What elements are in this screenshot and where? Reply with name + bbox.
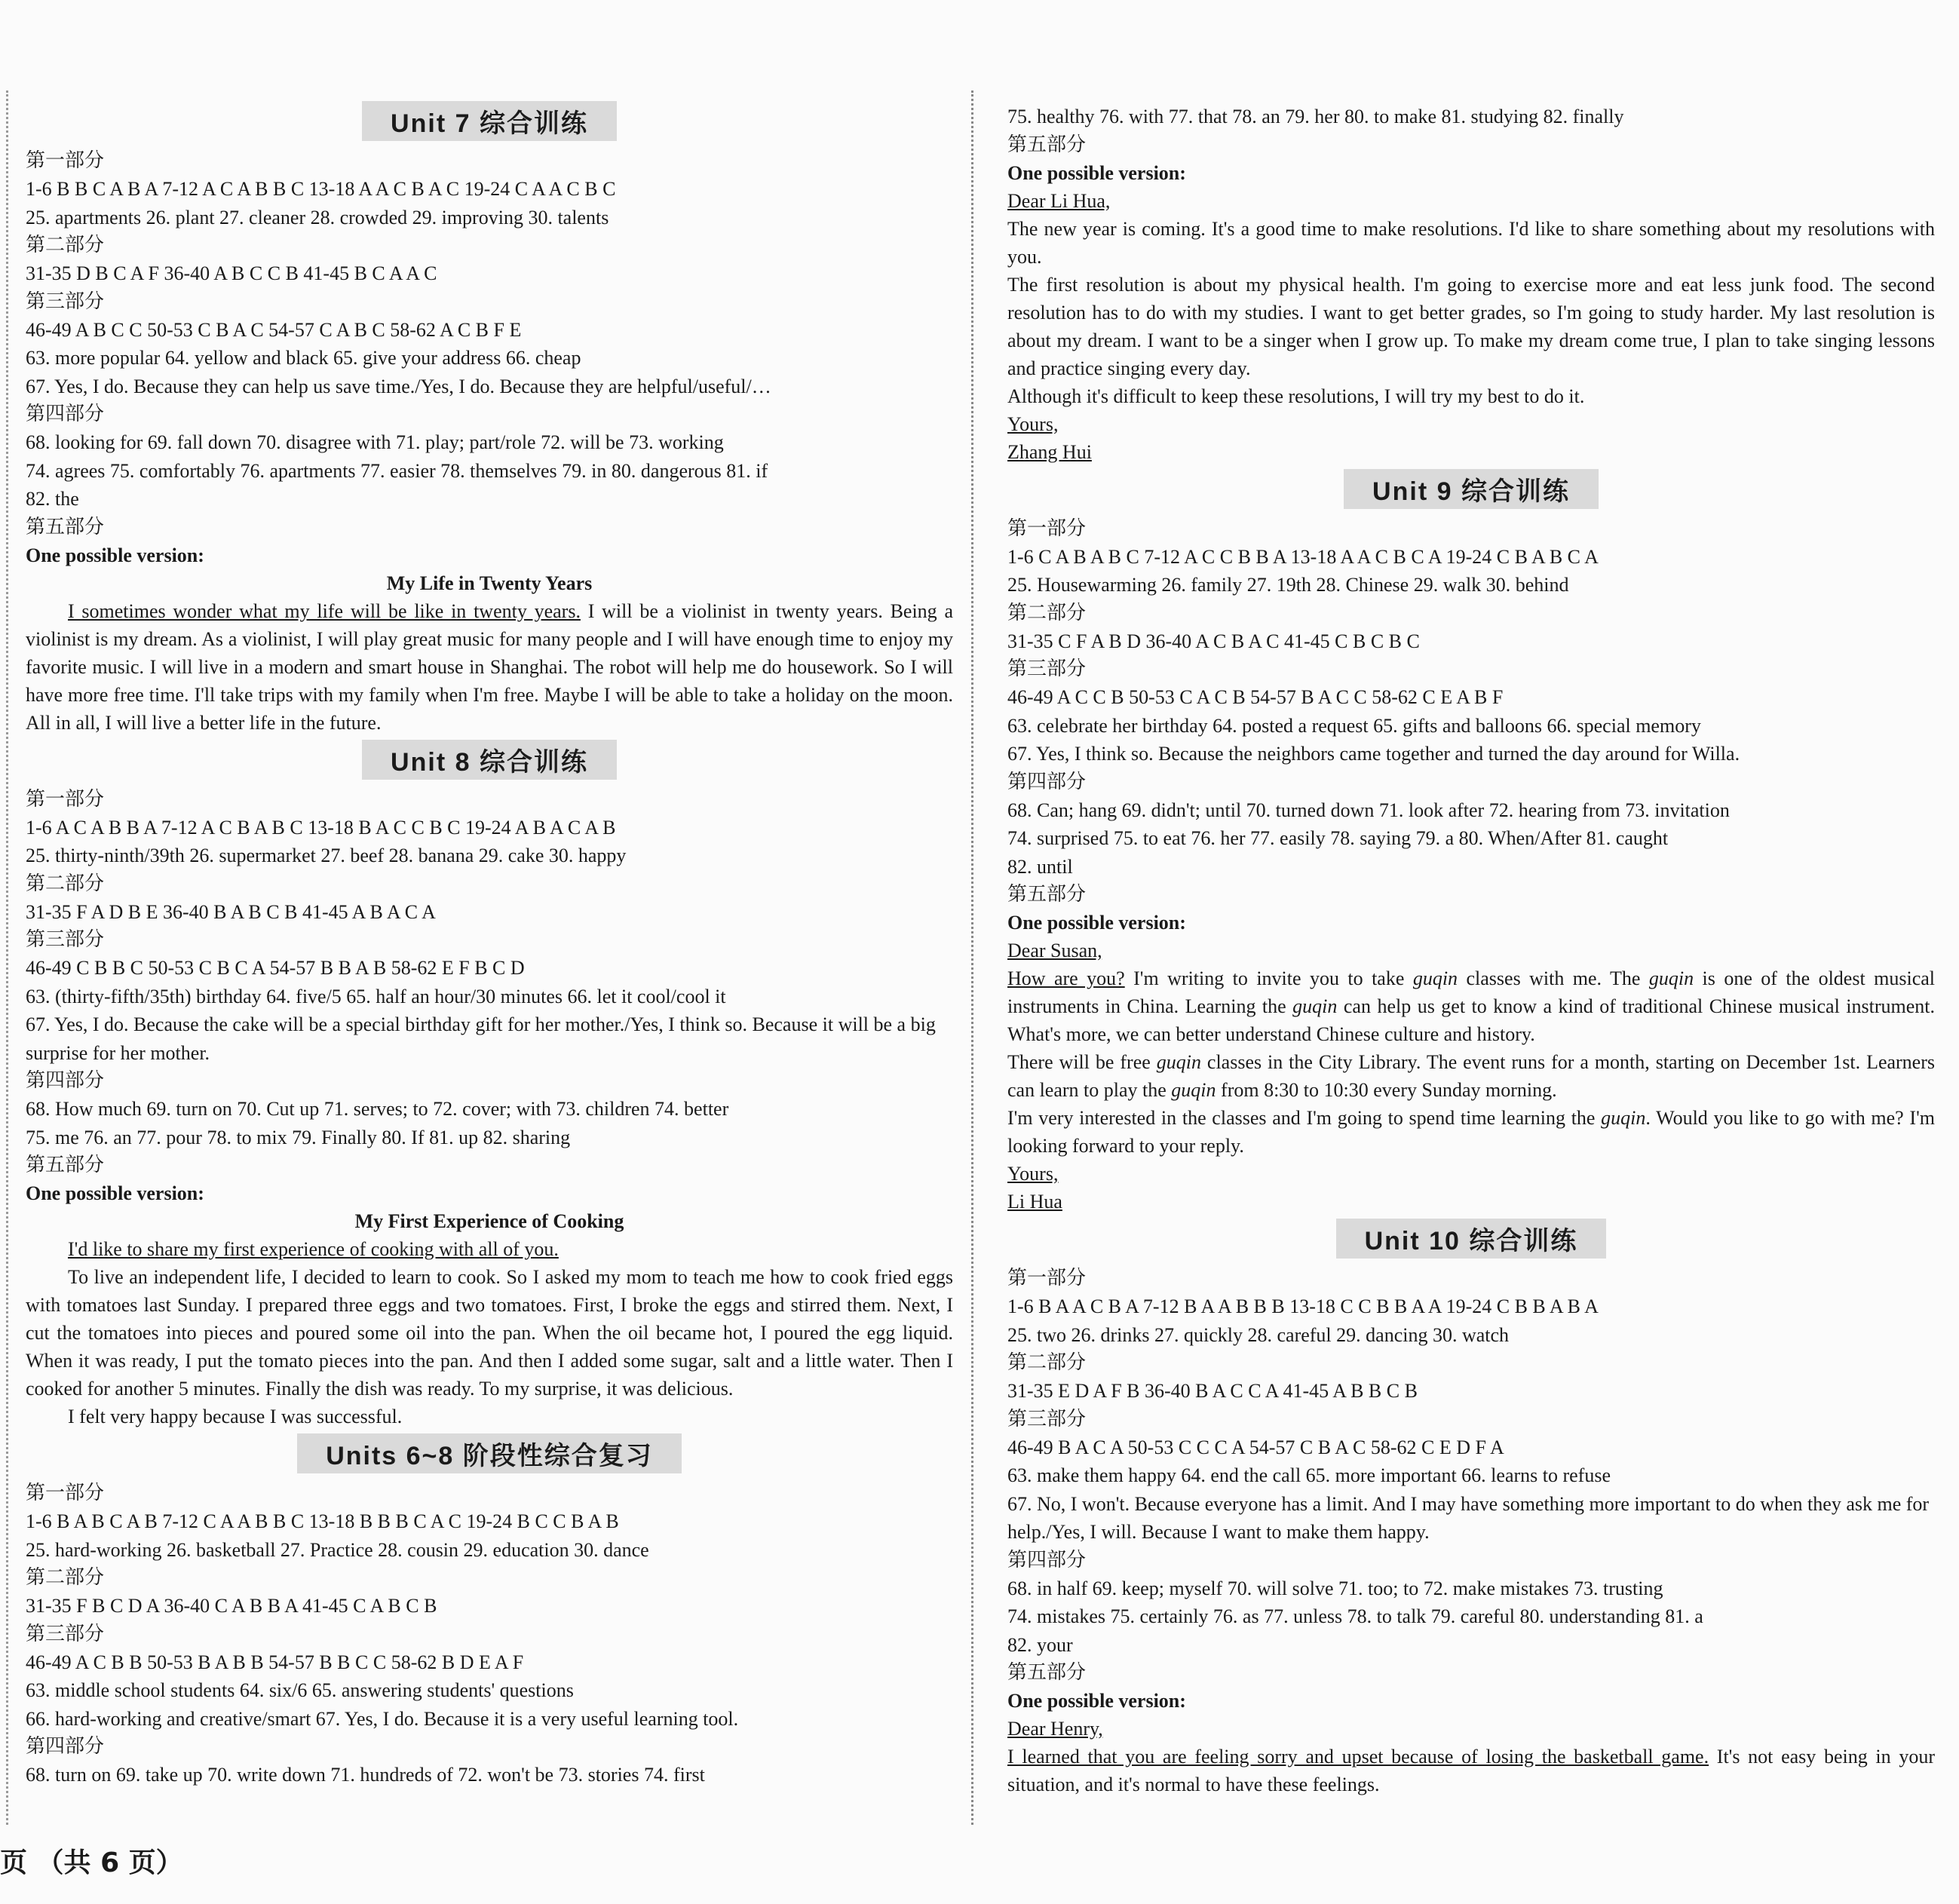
answer-row: 31-35 D B C A F 36-40 A B C C B 41-45 B C A A C — [26, 262, 437, 284]
unit10-heading — [1007, 1219, 1935, 1259]
answer-row: 25. apartments 26. plant 27. cleaner 28. crowded 29. improving 30. talents — [26, 206, 609, 228]
answer-row: 46-49 C B B C 50-53 C B C A 54-57 B B A B 58-62 E F B C D — [26, 957, 525, 979]
answer-row: 68. How much 69. turn on 70. Cut up 71. serves; to 72. cover; with 73. children 74. better — [26, 1098, 729, 1120]
answer-row: 63. (thirty-fifth/35th) birthday 64. five/5 65. half an hour/30 minutes 66. let it cool/cool it — [26, 985, 726, 1007]
essay-paragraph: I felt very happy because I was successful. — [68, 1406, 403, 1427]
section-label: 第五部分 — [26, 1154, 105, 1176]
answer-row: 67. No, I won't. Because everyone has a limit. And I may have something more important to do when they ask me for help./Yes, I will. Because I want to make them happy. — [1007, 1492, 1930, 1543]
answer-row: 74. agrees 75. comfortably 76. apartments 77. easier 78. themselves 79. in 80. dangerous 81. if — [26, 459, 768, 482]
answer-row: 46-49 A C B B 50-53 B A B B 54-57 B B C C 58-62 B D E A F — [26, 1651, 524, 1673]
answer-row: 46-49 A C C B 50-53 C A C B 54-57 B A C C 58-62 C E A B F — [1007, 686, 1504, 708]
units68-title: Units 6~8 阶段性综合复习 — [297, 1433, 682, 1473]
section-label: 第四部分 — [26, 1069, 105, 1092]
answer-row: 63. middle school students 64. six/6 65. answering students' questions — [26, 1679, 574, 1701]
letter-closing — [1007, 410, 1935, 438]
letter-paragraph: Although it's difficult to keep these resolutions, I will try my best to do it. — [1007, 385, 1585, 407]
possible-version-label: One possible version: — [1007, 161, 1186, 184]
answer-row: 82. the — [26, 488, 79, 510]
letter-text: I'm very interested in the classes and I'm going to spend time learning the — [1007, 1107, 1602, 1129]
answer-row: 31-35 E D A F B 36-40 B A C C A 41-45 A B B C B — [1007, 1380, 1418, 1402]
answer-row: 67. Yes, I do. Because they can help us save time./Yes, I do. Because they are helpful/useful/… — [26, 375, 771, 397]
letter-text: classes in the City Library. The event runs for a month, starting on December 1st. Learners can learn to play the — [1007, 1051, 1935, 1101]
signature-text: Zhang Hui — [1007, 440, 1092, 463]
letter-text: from 8:30 to 10:30 every Sunday morning. — [1216, 1079, 1557, 1101]
section-label: 第三部分 — [26, 1622, 105, 1645]
letter-text: . Would you like to go with me? I'm looking forward to your reply. — [1007, 1107, 1935, 1157]
answer-row: 63. make them happy 64. end the call 65. more important 66. learns to refuse — [1007, 1464, 1611, 1486]
letter-greeting — [1007, 1715, 1935, 1743]
letter-greeting — [1007, 187, 1935, 215]
letter-text: There will be free — [1007, 1051, 1157, 1073]
unit7-heading — [26, 101, 953, 141]
letter-text: It's not easy being in your situation, and it's normal to have these feelings. — [1007, 1746, 1935, 1795]
possible-version-label: One possible version: — [1007, 912, 1186, 934]
possible-version-label: One possible version: — [1007, 1690, 1186, 1712]
left-column — [26, 98, 953, 1789]
essay-paragraph: To live an independent life, I decided to learn to cook. So I asked my mom to teach me how to cook fried eggs with tomatoes last Sunday. I prepared three eggs and two tomatoes. First, I broke the eggs and stirred them. Next, I cut the tomatoes into pieces and poured some oil into the pan. When the oil became hot, I poured the egg liquid. When it was ready, I put the tomato pieces into the pan. And then I added some sugar, salt and a little water. Then I cooked for another 5 minutes. Finally the dish was ready. To my surprise, it was delicious. — [26, 1266, 953, 1400]
section-label: 第一部分 — [1007, 517, 1087, 540]
answer-row: 75. healthy 76. with 77. that 78. an 79. her 80. to make 81. studying 82. finally — [1007, 106, 1624, 127]
section-label: 第二部分 — [1007, 601, 1087, 624]
section-label: 第四部分 — [26, 403, 105, 425]
guqin-term: guqin — [1412, 967, 1458, 989]
unit9-heading — [1007, 469, 1935, 509]
answer-row: 46-49 B A C A 50-53 C C C A 54-57 C B A C 58-62 C E D F A — [1007, 1436, 1504, 1458]
section-label: 第五部分 — [26, 515, 105, 538]
greeting-text: Dear Li Hua, — [1007, 189, 1111, 212]
answer-row: 67. Yes, I do. Because the cake will be a special birthday gift for her mother./Yes, I think so. Because it will be a big surprise for her mother. — [26, 1013, 936, 1064]
letter-text: classes with me. The — [1458, 967, 1649, 989]
essay-title: My First Experience of Cooking — [354, 1210, 624, 1232]
right-column — [1007, 103, 1935, 1798]
left-margin-rule — [6, 90, 8, 1825]
unit8-heading — [26, 740, 953, 780]
answer-row: 31-35 C F A B D 36-40 A C B A C 41-45 C B C B C — [1007, 630, 1420, 652]
section-label: 第四部分 — [26, 1735, 105, 1758]
section-label: 第五部分 — [1007, 1661, 1087, 1684]
answer-row: 75. me 76. an 77. pour 78. to mix 79. Finally 80. If 81. up 82. sharing — [26, 1126, 571, 1148]
answer-row: 74. surprised 75. to eat 76. her 77. easily 78. saying 79. a 80. When/After 81. caught — [1007, 827, 1669, 849]
guqin-term: guqin — [1156, 1051, 1201, 1073]
unit10-title: Unit 10 综合训练 — [1336, 1219, 1607, 1259]
answer-row: 67. Yes, I think so. Because the neighbors came together and turned the day around for Willa. — [1007, 743, 1740, 765]
guqin-term: guqin — [1171, 1079, 1216, 1101]
page-footer: 页 （共 6 页） — [0, 1847, 183, 1878]
closing-text: Yours, — [1007, 412, 1059, 435]
topic-sentence: I'd like to share my first experience of cooking with all of you. — [68, 1238, 559, 1260]
answer-row: 82. your — [1007, 1633, 1073, 1656]
answer-row: 31-35 F A D B E 36-40 B A B C B 41-45 A B A C A — [26, 900, 436, 923]
letter-paragraph: The new year is coming. It's a good time to make resolutions. I'd like to share something about my resolutions with you. — [1007, 217, 1935, 268]
letter-text: I'm writing to invite you to take — [1124, 967, 1413, 989]
answer-row: 68. looking for 69. fall down 70. disagree with 71. play; part/role 72. will be 73. working — [26, 431, 724, 453]
answer-row: 63. more popular 64. yellow and black 65. give your address 66. cheap — [26, 347, 581, 369]
answer-row: 74. mistakes 75. certainly 76. as 77. unless 78. to talk 79. careful 80. understanding 81. a — [1007, 1605, 1703, 1627]
section-label: 第四部分 — [1007, 1548, 1087, 1571]
answer-row: 1-6 B B C A B A 7-12 A C A B B C 13-18 A A C B A C 19-24 C A A C B C — [26, 178, 616, 200]
section-label: 第一部分 — [1007, 1267, 1087, 1289]
opening-sentence: I learned that you are feeling sorry and upset because of losing the basketball game. — [1007, 1746, 1709, 1768]
answer-row: 1-6 C A B A B C 7-12 A C C B B A 13-18 A A C B C A 19-24 C B A B C A — [1007, 545, 1599, 568]
letter-signature — [1007, 1188, 1935, 1216]
guqin-term: guqin — [1292, 995, 1338, 1017]
section-label: 第一部分 — [26, 1482, 105, 1504]
letter-paragraph — [1007, 1048, 1935, 1104]
section-label: 第二部分 — [26, 234, 105, 256]
essay-title: My Life in Twenty Years — [386, 572, 593, 594]
section-label: 第三部分 — [1007, 1407, 1087, 1430]
greeting-text: Dear Henry, — [1007, 1718, 1103, 1740]
letter-paragraph — [1007, 1743, 1935, 1798]
opening-sentence: How are you? — [1007, 967, 1125, 989]
section-label: 第一部分 — [26, 787, 105, 811]
answer-row: 25. Housewarming 26. family 27. 19th 28. Chinese 29. walk 30. behind — [1007, 574, 1569, 596]
section-label: 第三部分 — [1007, 658, 1087, 680]
section-label: 第五部分 — [1007, 883, 1087, 906]
essay-text: I will be a violinist in twenty years. Being a violinist is my dream. As a violinist, I will play great music for many people and I will have enough time to enjoy my favorite music. I will live in a modern and smart house in Shanghai. The robot will help me do housework. So I will have more free time. I'll take trips with my family when I'm free. Maybe I will be able to take a holiday on the moon. All in all, I will live a better life in the future. — [26, 599, 953, 734]
answer-row: 1-6 B A B C A B 7-12 C A A B B C 13-18 B B B C A C 19-24 B C C B A B — [26, 1510, 619, 1532]
section-label: 第五部分 — [1007, 133, 1087, 156]
greeting-text: Dear Susan, — [1007, 940, 1102, 961]
guqin-term: guqin — [1648, 967, 1694, 989]
section-label: 第二部分 — [1007, 1351, 1087, 1374]
column-divider — [971, 90, 973, 1825]
section-label: 第四部分 — [1007, 770, 1087, 793]
answer-row: 25. hard-working 26. basketball 27. Practice 28. cousin 29. education 30. dance — [26, 1538, 649, 1561]
answer-row: 25. thirty-ninth/39th 26. supermarket 27. beef 28. banana 29. cake 30. happy — [26, 845, 627, 866]
letter-paragraph — [1007, 1104, 1935, 1160]
unit7-title: Unit 7 综合训练 — [362, 101, 617, 141]
letter-text: is one of the oldest musical instruments in China. Learning the — [1007, 967, 1935, 1017]
signature-text: Li Hua — [1007, 1191, 1062, 1213]
essay-paragraph — [26, 597, 953, 737]
section-label: 第三部分 — [26, 928, 105, 951]
answer-row: 1-6 B A A C B A 7-12 B A A B B B 13-18 C C B B A A 19-24 C B B A B A — [1007, 1295, 1599, 1317]
topic-sentence: I sometimes wonder what my life will be like in twenty years. — [68, 599, 581, 622]
unit8-title: Unit 8 综合训练 — [362, 740, 617, 780]
possible-version-label: One possible version: — [26, 1182, 204, 1204]
section-label: 第三部分 — [26, 290, 105, 313]
answer-row: 68. in half 69. keep; myself 70. will solve 71. too; to 72. make mistakes 73. trusting — [1007, 1577, 1663, 1599]
units68-heading — [26, 1433, 953, 1473]
letter-paragraph — [1007, 964, 1935, 1048]
answer-row: 46-49 A B C C 50-53 C B A C 54-57 C A B C 58-62 A C B F E — [26, 318, 522, 341]
section-label: 第二部分 — [26, 872, 105, 895]
answer-row: 66. hard-working and creative/smart 67. Yes, I do. Because it is a very useful learning tool. — [26, 1707, 739, 1730]
answer-row: 82. until — [1007, 855, 1073, 878]
letter-closing — [1007, 1160, 1935, 1188]
section-label: 第一部分 — [26, 149, 105, 172]
essay-paragraph — [26, 1235, 953, 1263]
letter-signature — [1007, 438, 1935, 466]
letter-paragraph: The first resolution is about my physical health. I'm going to exercise more and eat less junk food. The second resolution has to do with my studies. I want to get better grades, so I'm going to study harder. My last resolution is about my dream. I want to be a singer when I grow up. To make my dream come true, I plan to take singing lessons and practice singing every day. — [1007, 273, 1935, 379]
letter-text: can help us get to know a kind of traditional Chinese musical instrument. What's more, we can better understand Chinese culture and history. — [1007, 995, 1935, 1045]
letter-greeting — [1007, 937, 1935, 964]
closing-text: Yours, — [1007, 1163, 1059, 1185]
section-label: 第二部分 — [26, 1566, 105, 1589]
possible-version-label: One possible version: — [26, 544, 204, 566]
answer-row: 68. turn on 69. take up 70. write down 71. hundreds of 72. won't be 73. stories 74. first — [26, 1764, 705, 1786]
answer-row: 25. two 26. drinks 27. quickly 28. careful 29. dancing 30. watch — [1007, 1323, 1510, 1346]
answer-row: 1-6 A C A B B A 7-12 A C B A B C 13-18 B A C C B C 19-24 A B A C A B — [26, 816, 616, 839]
answer-row: 31-35 F B C D A 36-40 C A B B A 41-45 C A B C B — [26, 1595, 437, 1617]
answer-row: 63. celebrate her birthday 64. posted a request 65. gifts and balloons 66. special memory — [1007, 714, 1701, 737]
guqin-term: guqin — [1601, 1107, 1646, 1129]
answer-row: 68. Can; hang 69. didn't; until 70. turned down 71. look after 72. hearing from 73. invitation — [1007, 799, 1730, 821]
unit9-title: Unit 9 综合训练 — [1344, 469, 1599, 509]
